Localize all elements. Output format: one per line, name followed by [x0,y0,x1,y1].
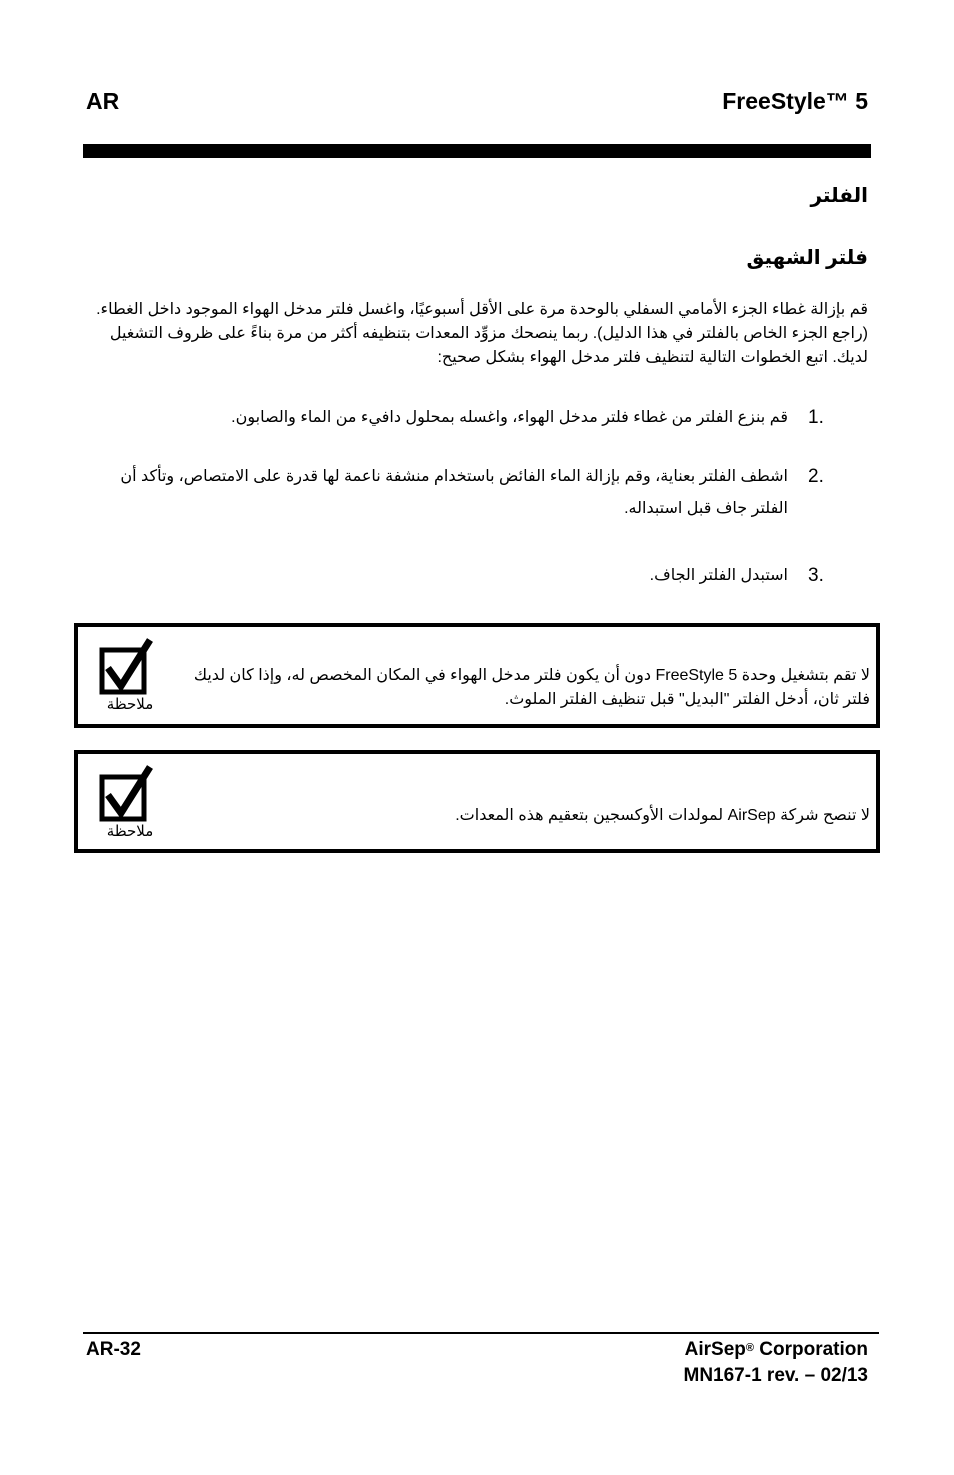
note-text: لا تنصح شركة AirSep لمولدات الأوكسجين بتعقيم هذه المعدات. [455,807,870,824]
footer-company-block [684,1337,869,1389]
note-label: ملاحظة [106,823,154,840]
step-text: اشطف الفلتر بعناية، وقم بإزالة الماء الفائض باستخدام منشفة ناعمة لها قدرة على الامتصاص، وتأكد أن الفلتر جاف قبل استبداله. [120,468,788,517]
footer-divider [83,1332,879,1334]
checkbox-check-icon [98,765,156,823]
step-text: استبدل الفلتر الجاف. [649,567,788,584]
step-item [86,560,954,592]
header-divider [83,144,871,158]
step-text: قم بنزع الفلتر من غطاء فلتر مدخل الهواء، واغسله بمحلول دافيء من الماء والصابون. [231,409,788,426]
section-subtitle: فلتر الشهيق [746,247,868,269]
step-number: 2. [808,466,824,487]
language-code: AR [86,88,120,114]
page-number: AR-32 [86,1339,141,1360]
product-title: FreeStyle™ 5 [722,88,868,114]
registered-mark: ® [745,1342,754,1354]
step-item [86,461,954,525]
note-box [74,750,880,853]
note-label: ملاحظة [106,696,154,713]
document-revision: MN167-1 rev. – 02/13 [683,1365,868,1386]
checkbox-check-icon [98,638,156,696]
note-box [74,623,880,728]
company-brand: AirSep [684,1339,746,1360]
intro-paragraph: قم بإزالة غطاء الجزء الأمامي السفلي بالوحدة مرة على الأقل أسبوعيًا، واغسل فلتر مدخل الهواء الموجود داخل الغطاء. (راجع الجزء الخاص بالفلتر في هذا الدليل). ربما ينصحك مزوِّد المعدات بتنظيفه أكثر من مرة بناءً على ظروف التشغيل لديك. اتبع الخطوات التالية لتنظيف فلتر مدخل الهواء بشكل صحيح: [96,301,868,366]
company-suffix: Corporation [754,1339,868,1360]
note-text: لا تقم بتشغيل وحدة FreeStyle 5 دون أن يكون فلتر مدخل الهواء في المكان المخصص له، وإذا كان لديك فلتر ثان، أدخل الفلتر "البديل" قبل تنظيف الفلتر الملوث. [193,667,870,708]
step-number: 3. [808,565,824,586]
section-title: الفلتر [810,185,868,207]
company-name [684,1337,869,1363]
step-number: 1. [808,407,824,428]
step-item [86,402,954,434]
